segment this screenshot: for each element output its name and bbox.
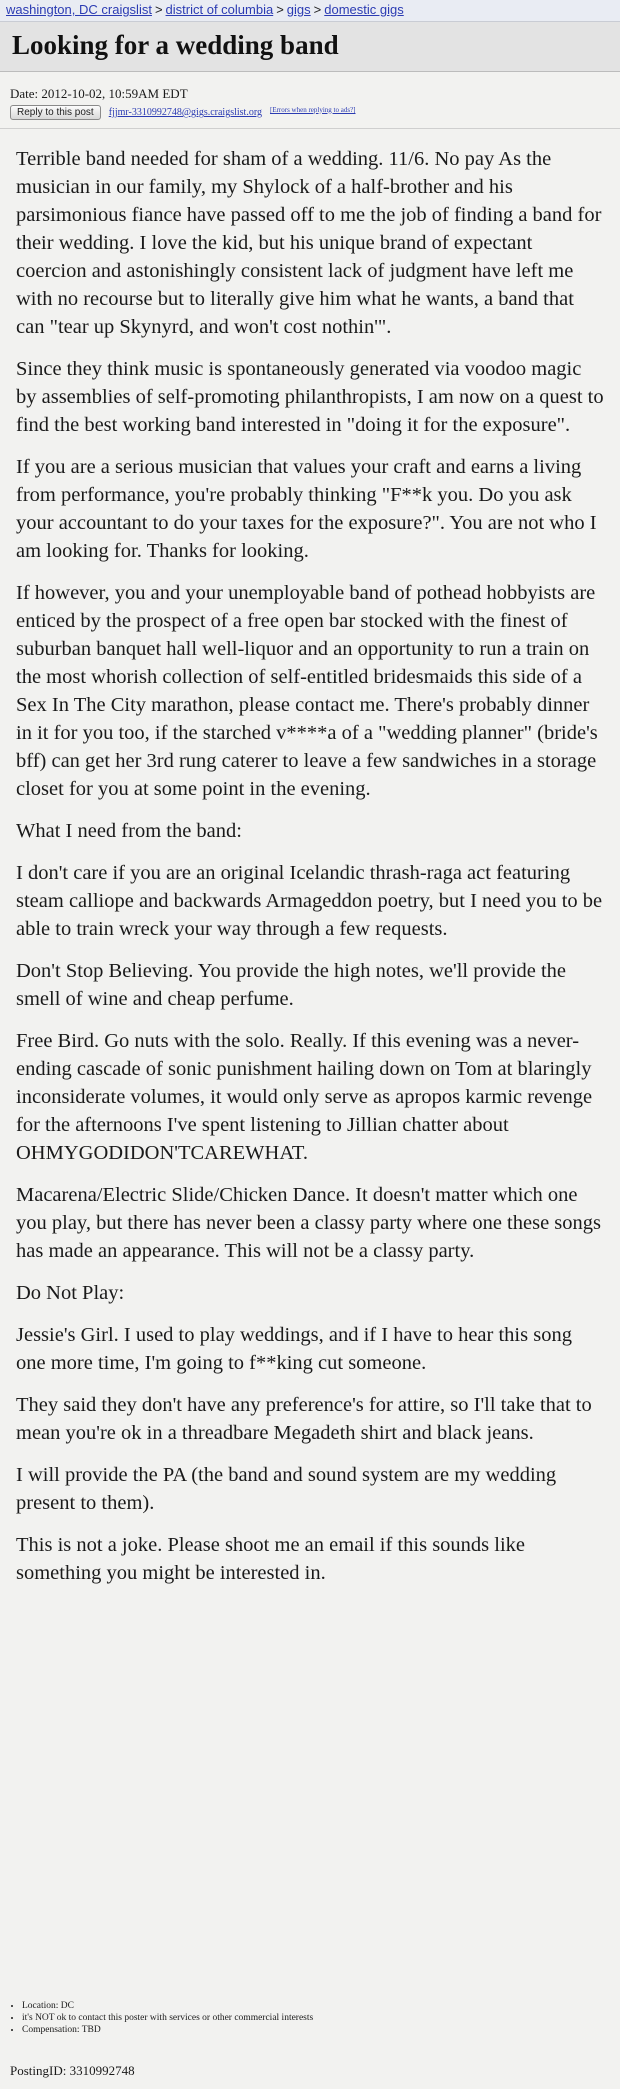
breadcrumb-link-domestic-gigs[interactable]: domestic gigs	[324, 2, 404, 17]
info-compensation: • Compensation: TBD	[22, 2024, 313, 2036]
body-paragraph: What I need from the band:	[16, 820, 242, 842]
body-paragraph: If you are a serious musician that values your craft and earns a living from performance, you're probably thinking "F**k you. Do you ask your accountant to do your taxes for the exposure?". You are not who I am looking for. Thanks for looking.	[16, 456, 597, 562]
body-paragraph: Do Not Play:	[16, 1282, 125, 1304]
breadcrumb-separator: >	[154, 2, 163, 17]
body-paragraph: Terrible band needed for sham of a wedding. 11/6. No pay As the musician in our family, my Shylock of a half-brother and his parsimonious fiance have passed off to me the job of finding a band for their wedding. I love the kid, but his unique brand of expectant coercion and astonishingly consistent lack of judgment have left me with no recourse but to literally give him what he wants, a band that can "tear up Skynyrd, and won't cost nothin'".	[16, 148, 602, 338]
reply-button[interactable]: Reply to this post	[10, 105, 101, 120]
breadcrumb-link-district[interactable]: district of columbia	[165, 2, 274, 17]
body-paragraph: Since they think music is spontaneously generated via voodoo magic by assemblies of self-promoting philanthropists, I am now on a quest to find the best working band interested in "doing it for the exposure".	[16, 358, 604, 436]
title-bar	[0, 22, 620, 72]
breadcrumb-separator: >	[313, 2, 322, 17]
body-paragraph: Don't Stop Believing. You provide the high notes, we'll provide the smell of wine and cheap perfume.	[16, 960, 567, 1010]
posting-id: PostingID: 3310992748	[10, 2063, 135, 2078]
breadcrumb-link-gigs[interactable]: gigs	[286, 2, 311, 17]
body-paragraph: Free Bird. Go nuts with the solo. Really. If this evening was a never-ending cascade of sonic punishment hailing down on Tom at blaringly inconsiderate volumes, it would only serve as apropos karmic revenge for the afternoons I've spent listening to Jillian chatter about OHMYGODIDON'TCAREWHAT.	[16, 1030, 593, 1164]
info-location: • Location: DC	[22, 2000, 313, 2012]
errors-replying-link[interactable]: [Errors when replying to ads?]	[269, 105, 356, 114]
body-paragraph: I don't care if you are an original Icelandic thrash-raga act featuring steam calliope and backwards Armageddon poetry, but I need you to be able to train wreck your way through a few requests.	[16, 862, 603, 940]
post-body	[0, 129, 620, 1587]
body-paragraph: Macarena/Electric Slide/Chicken Dance. It doesn't matter which one you play, but there has never been a classy party where one these songs has made an appearance. This will not be a classy party.	[16, 1184, 602, 1262]
post-date: Date: 2012-10-02, 10:59AM EDT	[10, 86, 188, 101]
body-paragraph: If however, you and your unemployable band of pothead hobbyists are enticed by the prospect of a free open bar stocked with the finest of suburban banquet hall well-liquor and an opportunity to run a train on the most whorish collection of self-entitled bridesmaids this side of a Sex In The City marathon, please contact me. There's probably dinner in it for you too, if the starched v****a of a "wedding planner" (bride's bff) can get her 3rd rung caterer to leave a few sandwiches in a storage closet for you at some point in the evening.	[16, 582, 598, 800]
post-info-list	[10, 2000, 313, 2036]
info-contact-notice: • it's NOT ok to contact this poster with services or other commercial interests	[22, 2012, 313, 2024]
body-paragraph: I will provide the PA (the band and sound system are my wedding present to them).	[16, 1464, 557, 1514]
body-paragraph: They said they don't have any preference's for attire, so I'll take that to mean you're ok in a threadbare Megadeth shirt and black jeans.	[16, 1394, 592, 1444]
breadcrumb-separator: >	[276, 2, 284, 17]
reply-row	[10, 105, 610, 120]
body-paragraph: This is not a joke. Please shoot me an email if this sounds like something you might be interested in.	[16, 1534, 526, 1584]
breadcrumb	[0, 0, 620, 22]
post-title: Looking for a wedding band	[12, 30, 339, 60]
breadcrumb-link-craigslist[interactable]: washington, DC craigslist	[6, 2, 152, 17]
post-meta	[0, 72, 620, 129]
reply-email-link[interactable]: fjjmr-3310992748@gigs.craigslist.org	[108, 107, 262, 118]
body-paragraph: Jessie's Girl. I used to play weddings, and if I have to hear this song one more time, I'm going to f**king cut someone.	[16, 1324, 572, 1374]
